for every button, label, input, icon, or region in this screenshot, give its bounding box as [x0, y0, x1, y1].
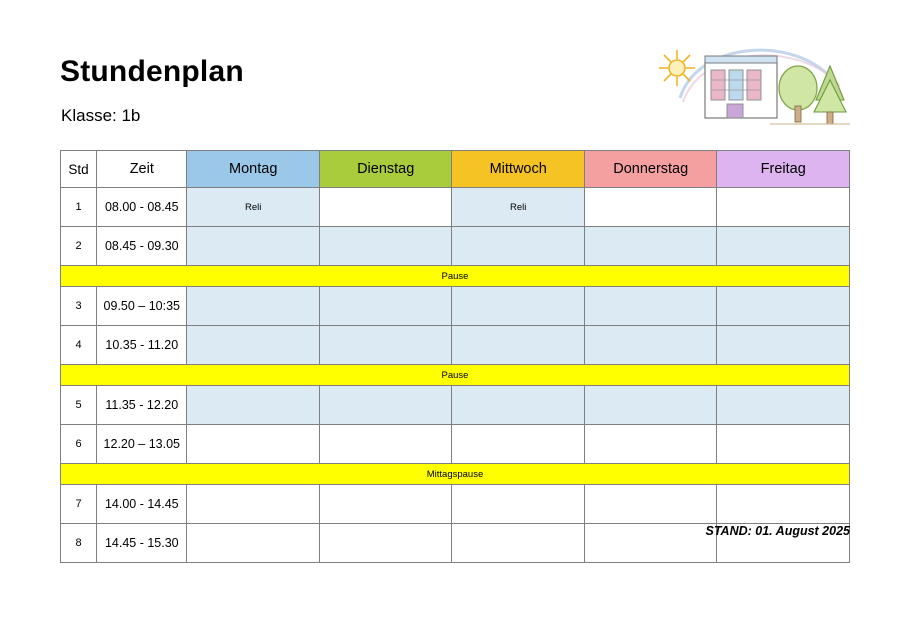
class-label: Klasse: 1b	[61, 106, 141, 125]
break-row	[61, 365, 850, 386]
cell-dienstag[interactable]	[319, 287, 452, 326]
column-header-freitag: Freitag	[717, 151, 850, 188]
table-row	[61, 425, 850, 464]
row-time: 14.45 - 15.30	[97, 524, 187, 563]
cell-montag[interactable]	[187, 326, 320, 365]
row-number: 1	[61, 188, 97, 227]
school-building-icon	[705, 56, 777, 118]
column-header-dienstag: Dienstag	[319, 151, 452, 188]
school-building-illustration	[650, 26, 855, 136]
row-time: 12.20 – 13.05	[97, 425, 187, 464]
page-title: Stundenplan	[60, 55, 244, 88]
timetable	[60, 150, 850, 563]
table-row	[61, 227, 850, 266]
row-number: 3	[61, 287, 97, 326]
cell-donnerstag[interactable]	[584, 485, 717, 524]
sun-icon	[659, 50, 695, 86]
cell-dienstag[interactable]	[319, 326, 452, 365]
cell-freitag[interactable]	[717, 386, 850, 425]
cell-donnerstag[interactable]	[584, 227, 717, 266]
cell-freitag[interactable]	[717, 227, 850, 266]
column-header-std: Std	[61, 151, 97, 188]
column-header-montag: Montag	[187, 151, 320, 188]
cell-mittwoch[interactable]	[452, 326, 585, 365]
cell-mittwoch[interactable]	[452, 485, 585, 524]
cell-montag[interactable]	[187, 227, 320, 266]
cell-donnerstag[interactable]	[584, 188, 717, 227]
cell-freitag[interactable]	[717, 287, 850, 326]
cell-mittwoch[interactable]	[452, 386, 585, 425]
column-header-donnerstag: Donnerstag	[584, 151, 717, 188]
row-time: 14.00 - 14.45	[97, 485, 187, 524]
table-row	[61, 386, 850, 425]
cell-montag[interactable]	[187, 386, 320, 425]
row-time: 08.45 - 09.30	[97, 227, 187, 266]
row-time: 08.00 - 08.45	[97, 188, 187, 227]
cell-freitag[interactable]	[717, 425, 850, 464]
cell-montag[interactable]	[187, 485, 320, 524]
stand-date: STAND: 01. August 2025	[705, 524, 850, 538]
row-number: 7	[61, 485, 97, 524]
break-label: Pause	[61, 266, 850, 287]
break-row	[61, 266, 850, 287]
break-row	[61, 464, 850, 485]
column-header-zeit: Zeit	[97, 151, 187, 188]
table-row	[61, 188, 850, 227]
cell-donnerstag[interactable]	[584, 326, 717, 365]
break-label: Pause	[61, 365, 850, 386]
cell-donnerstag[interactable]	[584, 386, 717, 425]
cell-montag[interactable]: Reli	[187, 188, 320, 227]
row-number: 6	[61, 425, 97, 464]
cell-dienstag[interactable]	[319, 188, 452, 227]
tree-icon	[779, 66, 846, 124]
cell-freitag[interactable]	[717, 326, 850, 365]
cell-dienstag[interactable]	[319, 425, 452, 464]
cell-donnerstag[interactable]	[584, 287, 717, 326]
row-number: 5	[61, 386, 97, 425]
table-row	[61, 485, 850, 524]
row-time: 10.35 - 11.20	[97, 326, 187, 365]
cell-montag[interactable]	[187, 425, 320, 464]
cell-mittwoch[interactable]: Reli	[452, 188, 585, 227]
row-time: 11.35 - 12.20	[97, 386, 187, 425]
table-row	[61, 326, 850, 365]
row-time: 09.50 – 10:35	[97, 287, 187, 326]
table-header-row	[61, 151, 850, 188]
cell-mittwoch[interactable]	[452, 287, 585, 326]
column-header-mittwoch: Mittwoch	[452, 151, 585, 188]
cell-dienstag[interactable]	[319, 227, 452, 266]
cell-donnerstag[interactable]	[584, 425, 717, 464]
break-label: Mittagspause	[61, 464, 850, 485]
cell-mittwoch[interactable]	[452, 425, 585, 464]
table-row	[61, 287, 850, 326]
cell-freitag[interactable]	[717, 485, 850, 524]
cell-montag[interactable]	[187, 287, 320, 326]
cell-freitag[interactable]	[717, 188, 850, 227]
row-number: 8	[61, 524, 97, 563]
cell-dienstag[interactable]	[319, 386, 452, 425]
row-number: 4	[61, 326, 97, 365]
cell-mittwoch[interactable]	[452, 227, 585, 266]
row-number: 2	[61, 227, 97, 266]
cell-dienstag[interactable]	[319, 485, 452, 524]
